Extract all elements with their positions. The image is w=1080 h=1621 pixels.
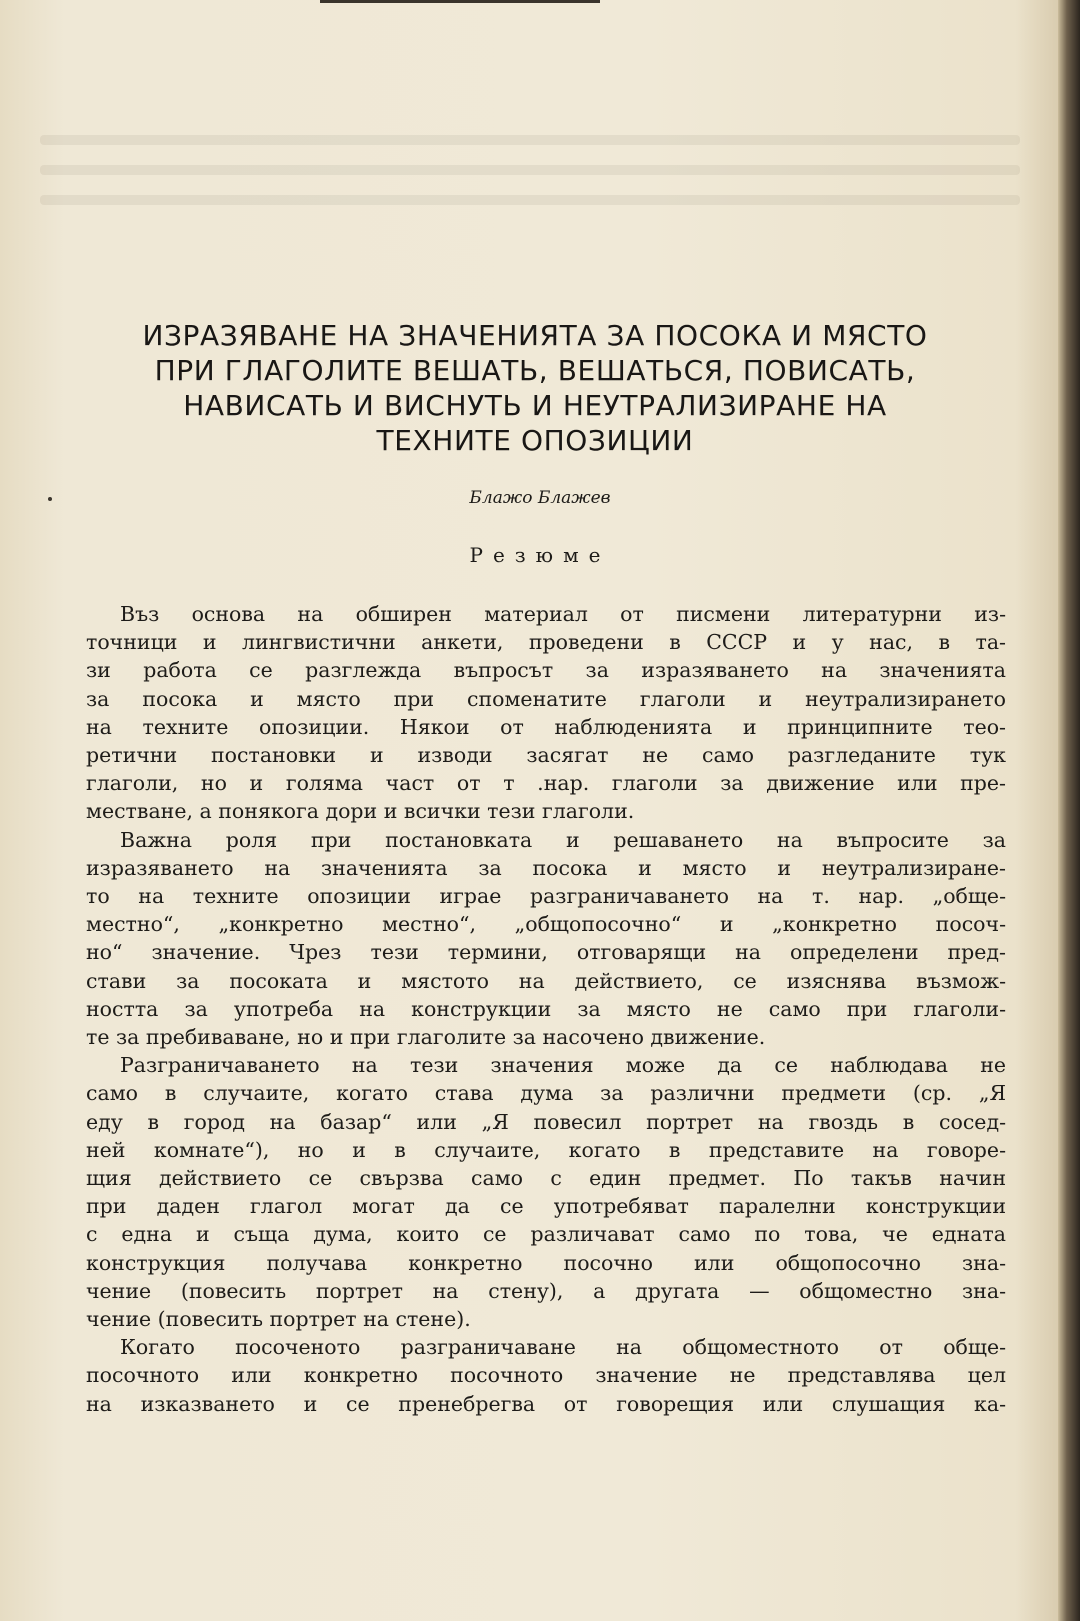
text-line: Когато посоченото разграничаване на общоместното от обще- [120, 1335, 1006, 1360]
title-line: ТЕХНИТЕ ОПОЗИЦИИ [376, 424, 694, 457]
text-line: точници и лингвистични анкети, проведени в СССР и у нас, в та- [86, 630, 1006, 655]
text-line: но“ значение. Чрез тези термини, отговарящи на определени пред- [86, 940, 1006, 965]
show-through-header [90, 62, 990, 76]
text-line: Разграничаването на тези значения може да се наблюдава не [120, 1053, 1006, 1078]
paragraph [86, 826, 1006, 1052]
text-line: за посока и място при споменатите глаголи и неутрализирането [86, 686, 1006, 711]
author-name: Блажо Блажев [469, 488, 611, 508]
text-line: ней комнате“), но и в случаите, когато в представите на говоре- [86, 1137, 1006, 1162]
page-binding-edge [1058, 0, 1080, 1621]
text-line: конструкция получава конкретно посочно или общопосочно зна- [86, 1250, 1006, 1275]
top-rule [320, 0, 600, 3]
text-line: при даден глагол могат да се употребяват паралелни конструкции [86, 1194, 1006, 1219]
text-line: ността за употреба на конструкции за място не само при глаголи- [86, 996, 1006, 1021]
paragraph [86, 1051, 1006, 1333]
text-line: глаголи, но и голяма част от т .нар. глаголи за движение или пре- [86, 771, 1006, 796]
show-through-line [40, 135, 1020, 145]
text-line: с една и съща дума, които се различават само по това, че едната [86, 1222, 1006, 1247]
paragraph [86, 1333, 1006, 1418]
text-line: те за пребиваване, но и при глаголите за насочено движение. [86, 1025, 766, 1050]
text-line: щия действието се свързва само с един предмет. По такъв начин [86, 1166, 1006, 1191]
article-title [60, 318, 1010, 458]
title-line: НАВИСАТЬ И ВИСНУТЬ И НЕУТРАЛИЗИРАНЕ НА [183, 389, 887, 422]
title-line: ПРИ ГЛАГОЛИТЕ ВЕШАТЬ, ВЕШАТЬСЯ, ПОВИСАТЬ, [154, 354, 916, 387]
text-line: чение (повесить портрет на стене). [86, 1307, 471, 1332]
text-line: ретични постановки и изводи засягат не само разгледаните тук [86, 743, 1006, 768]
section-heading: Резюме [469, 543, 611, 567]
article-body [86, 600, 1006, 1418]
text-line: чение (повесить портрет на стену), а другата — общоместно зна- [86, 1278, 1006, 1303]
text-line: то на техните опозиции играе разграничаването на т. нар. „обще- [86, 884, 1006, 909]
text-line: зи работа се разглежда въпросът за изразяването на значенията [86, 658, 1006, 683]
text-line: изразяването на значенията за посока и място и неутрализиране- [86, 855, 1006, 880]
paragraph [86, 600, 1006, 826]
text-line: еду в город на базар“ или „Я повесил портрет на гвоздь в сосед- [86, 1109, 1006, 1134]
show-through-line [40, 195, 1020, 205]
title-line: ИЗРАЗЯВАНЕ НА ЗНАЧЕНИЯТА ЗА ПОСОКА И МЯСТО [142, 319, 928, 352]
text-line: посочното или конкретно посочното значение не представлява цел [86, 1363, 1006, 1388]
text-line: само в случаите, когато става дума за различни предмети (ср. „Я [86, 1081, 1006, 1106]
text-line: Важна роля при постановката и решаването на въпросите за [120, 827, 1006, 852]
text-line: на техните опозиции. Някои от наблюденията и принципните тео- [86, 714, 1006, 739]
text-line: Въз основа на обширен материал от писмени литературни из- [120, 602, 1006, 626]
text-line: на изказването и се пренебрегва от говорещия или слушащия ка- [86, 1391, 1006, 1416]
text-line: местно“, „конкретно местно“, „общопосочно“ и „конкретно посоч- [86, 912, 1006, 937]
text-line: местване, а понякога дори и всички тези глаголи. [86, 799, 635, 824]
show-through-line [40, 165, 1020, 175]
text-line: стави за посоката и мястото на действието, се изяснява възмож- [86, 968, 1006, 993]
